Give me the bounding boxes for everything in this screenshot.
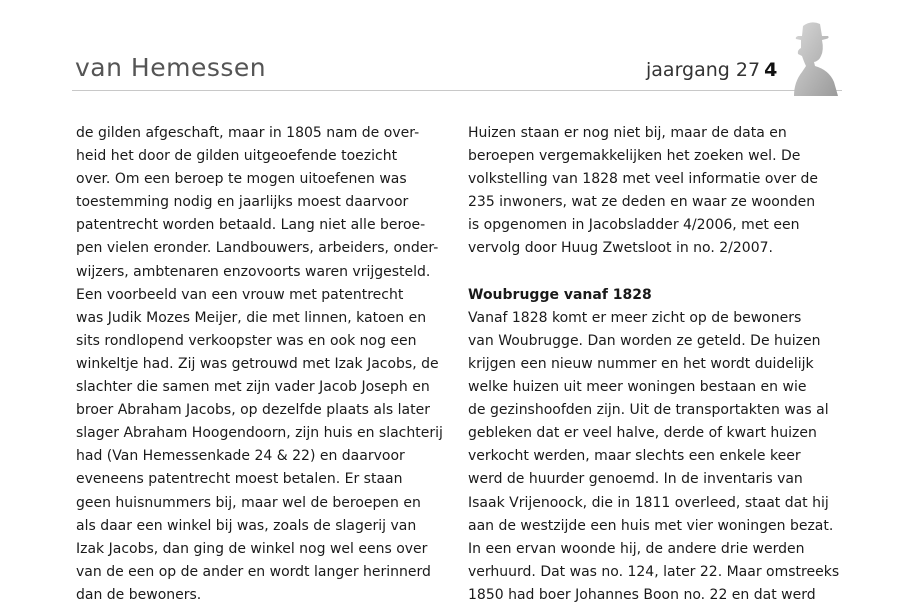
text-line: 1850 had boer Johannes Boon no. 22 en dat werd xyxy=(468,586,816,603)
left-column xyxy=(76,122,443,607)
text-line: Een voorbeeld van een vrouw met patentrecht xyxy=(76,286,404,303)
text-line: heid het door de gilden uitgeoefende toezicht xyxy=(76,148,398,165)
text-line: geen huisnummers bij, maar wel de beroepen en xyxy=(76,494,421,511)
text-line: Huizen staan er nog niet bij, maar de data en xyxy=(468,125,787,141)
text-line: werd de huurder genoemd. In de inventaris van xyxy=(468,471,803,488)
text-line: gebleken dat er veel halve, derde of kwart huizen xyxy=(468,425,817,442)
text-line: slager Abraham Hoogendoorn, zijn huis en slachterij xyxy=(76,425,443,442)
header-rule xyxy=(72,90,842,91)
text-line: de gezinshoofden zijn. Uit de transportakten was al xyxy=(468,402,829,419)
text-line: verkocht werden, maar slechts een enkele keer xyxy=(468,448,801,465)
issue-label xyxy=(646,59,777,81)
page-title: van Hemessen xyxy=(75,53,267,82)
text-line: 235 inwoners, wat ze deden en waar ze woonden xyxy=(468,194,816,211)
text-line: wijzers, ambtenaren enzovoorts waren vrijgesteld. xyxy=(76,263,431,280)
volume-label: jaargang 27 xyxy=(646,59,761,81)
text-line: krijgen een nieuw nummer en het wordt duidelijk xyxy=(468,355,814,372)
hat-man-silhouette-icon xyxy=(784,16,840,96)
text-line: welke huizen uit meer woningen bestaan en wie xyxy=(468,379,807,396)
text-line: toestemming nodig en jaarlijks moest daarvoor xyxy=(76,194,409,211)
text-line: winkeltje had. Zij was getrouwd met Izak Jacobs, de xyxy=(76,355,439,372)
text-line: had (Van Hemessenkade 24 & 22) en daarvoor xyxy=(76,448,405,465)
text-line: broer Abraham Jacobs, op dezelfde plaats als later xyxy=(76,402,430,419)
right-body xyxy=(468,307,840,607)
text-line: beroepen vergemakkelijken het zoeken wel. De xyxy=(468,148,801,165)
paragraph-gap xyxy=(468,261,818,284)
text-line: was Judik Mozes Meijer, die met linnen, katoen en xyxy=(76,309,427,326)
text-line: vervolg door Huug Zwetsloot in no. 2/2007. xyxy=(468,240,773,257)
text-line: Izak Jacobs, dan ging de winkel nog wel eens over xyxy=(76,540,428,557)
text-line: als daar een winkel bij was, zoals de slagerij van xyxy=(76,517,417,534)
text-line: pen vielen eronder. Landbouwers, arbeiders, onder- xyxy=(76,240,439,257)
text-line: Isaak Vrijenoock, die in 1811 overleed, staat dat hij xyxy=(468,494,829,511)
text-line: In een ervan woonde hij, de andere drie werden xyxy=(468,540,805,557)
text-line: aan de westzijde een huis met vier woningen bezat. xyxy=(468,517,834,534)
text-line: van Woubrugge. Dan worden ze geteld. De huizen xyxy=(468,332,821,349)
text-line: eveneens patentrecht moest betalen. Er staan xyxy=(76,471,403,488)
text-line: Vanaf 1828 komt er meer zicht op de bewoners xyxy=(468,309,802,326)
text-line: verhuurd. Dat was no. 124, later 22. Maar omstreeks xyxy=(468,563,840,580)
text-line: dan de bewoners. xyxy=(76,586,202,603)
text-line: volkstelling van 1828 met veel informatie over de xyxy=(468,171,819,188)
text-line: is opgenomen in Jacobsladder 4/2006, met een xyxy=(468,217,800,234)
text-line: slachter die samen met zijn vader Jacob Joseph en xyxy=(76,379,430,396)
text-line: patentrecht worden betaald. Lang niet alle beroe- xyxy=(76,217,426,234)
text-line: van de een op de ander en wordt langer herinnerd xyxy=(76,563,431,580)
right-intro xyxy=(468,122,818,261)
section-heading: Woubrugge vanaf 1828 xyxy=(468,286,652,303)
text-line: de gilden afgeschaft, maar in 1805 nam de over- xyxy=(76,125,420,141)
right-column xyxy=(468,122,840,607)
text-line: over. Om een beroep te mogen uitoefenen was xyxy=(76,171,407,188)
text-line: sits rondlopend verkoopster was en ook nog een xyxy=(76,332,417,349)
page-number: 4 xyxy=(764,59,778,81)
